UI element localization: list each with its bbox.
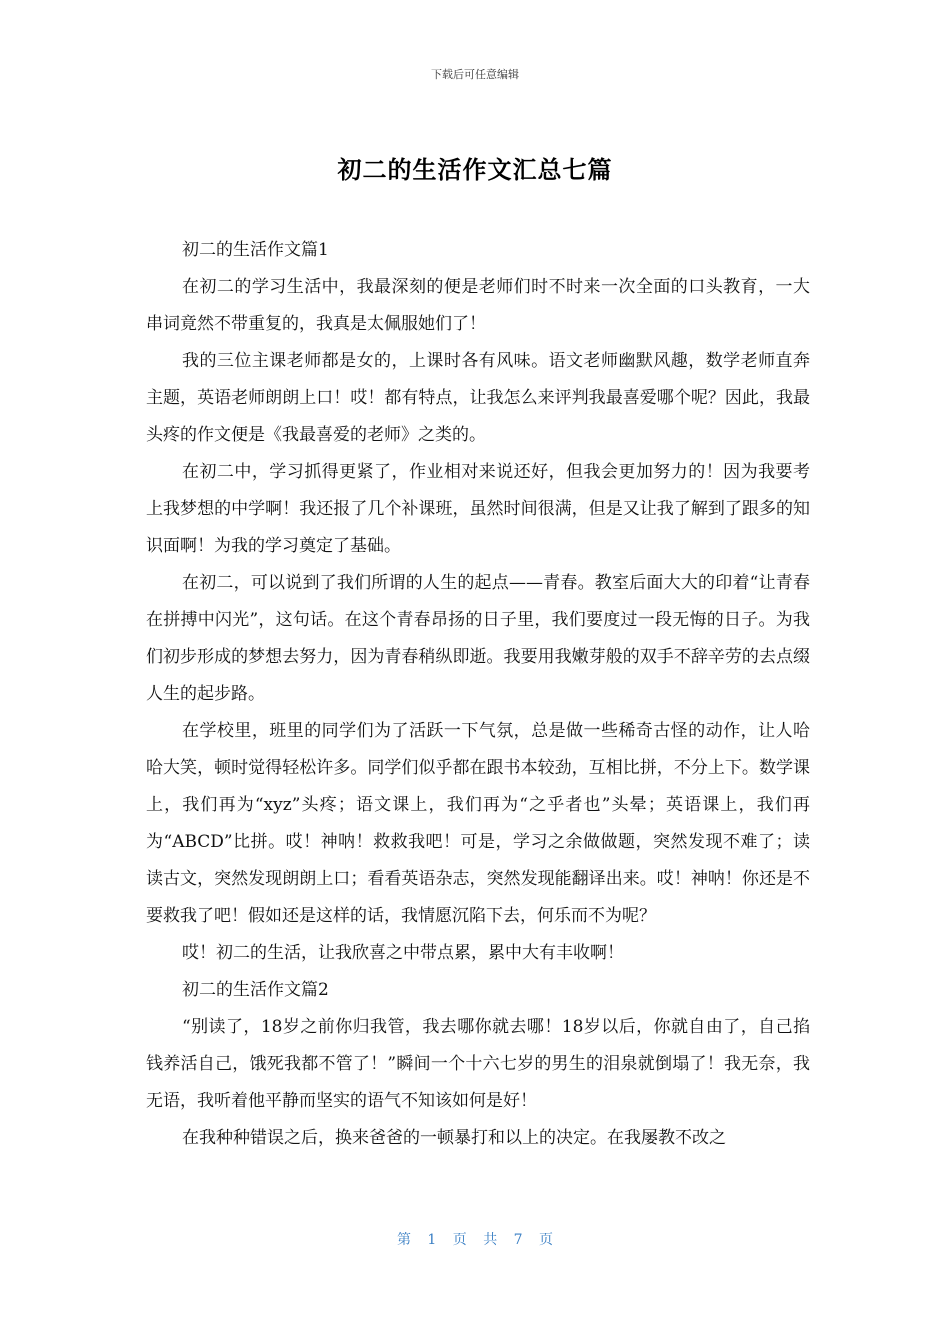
paragraph: 在初二的学习生活中，我最深刻的便是老师们时不时来一次全面的口头教育，一大串词竟然不带重复的，我真是太佩服她们了！ (146, 277, 810, 334)
paragraph: 在学校里，班里的同学们为了活跃一下气氛，总是做一些稀奇古怪的动作，让人哈哈大笑，顿时觉得轻松许多。同学们似乎都在跟书本较劲，互相比拼，不分上下。数学课上，我们再为“xyz”头疼；语文课上，我们再为“之乎者也”头晕；英语课上，我们再为“ABCD”比拼。哎！神呐！救救我吧！可是，学习之余做做题，突然发现不难了；读读古文，突然发现朗朗上口；看看英语杂志，突然发现能翻译出来。哎！神呐！你还是不要救我了吧！假如还是这样的话，我情愿沉陷下去，何乐而不为呢？ (146, 721, 810, 926)
paragraph: “别读了，18岁之前你归我管，我去哪你就去哪！18岁以后，你就自由了，自己掐钱养活自己，饿死我都不管了！”瞬间一个十六七岁的男生的泪泉就倒塌了！我无奈，我无语，我听着他平静而坚实的语气不知该如何是好！ (146, 1017, 810, 1111)
paragraph: 在我种种错误之后，换来爸爸的一顿暴打和以上的决定。在我屡教不改之 (182, 1128, 726, 1148)
section-heading-1: 初二的生活作文篇1 (182, 240, 329, 260)
page-footer: 第 1 页 共 7 页 (396, 1232, 554, 1248)
paragraph: 哎！初二的生活，让我欣喜之中带点累，累中大有丰收啊！ (182, 943, 624, 963)
paragraph: 在初二，可以说到了我们所谓的人生的起点——青春。教室后面大大的印着“让青春在拼搏中闪光”，这句话。在这个青春昂扬的日子里，我们要度过一段无悔的日子。为我们初步形成的梦想去努力，因为青春稍纵即逝。我要用我嫩芽般的双手不辞辛劳的去点缀人生的起步路。 (146, 573, 810, 704)
document-title: 初二的生活作文汇总七篇 (337, 156, 613, 184)
header-note: 下载后可任意编辑 (431, 68, 519, 81)
document-body (146, 232, 810, 1157)
section-heading-2: 初二的生活作文篇2 (182, 980, 329, 1000)
paragraph: 我的三位主课老师都是女的，上课时各有风味。语文老师幽默风趣，数学老师直奔主题，英语老师朗朗上口！哎！都有特点，让我怎么来评判我最喜爱哪个呢？因此，我最头疼的作文便是《我最喜爱的老师》之类的。 (146, 351, 810, 445)
paragraph: 在初二中，学习抓得更紧了，作业相对来说还好，但我会更加努力的！因为我要考上我梦想的中学啊！我还报了几个补课班，虽然时间很满，但是又让我了解到了跟多的知识面啊！为我的学习奠定了基础。 (146, 462, 810, 556)
